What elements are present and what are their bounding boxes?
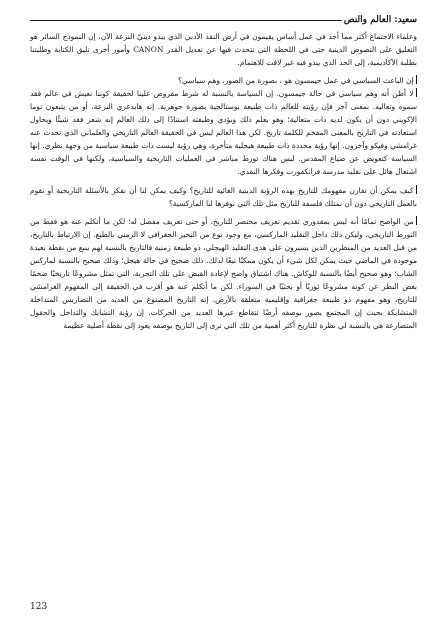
- answer-paragraph: [30, 87, 417, 178]
- running-title: سعيد: العالم والنص: [343, 15, 417, 25]
- running-header: [30, 14, 417, 26]
- answer-text: لا أظن أنه وهم سياسي في حالة جيمسون. إن السياسة بالنسبة له شرط مفروض علينا لحقيقة كوننا نعيش في عالم فقد سموه وتعاليه. بمعنى آخر فإن رؤيته للعالم ذات طبيعة نوستالجية بصورة جوهرية. إنه هايدغري النزعة، أو من يتبعون توما الإكويني دون أن يكون لديه ذات متعالية؛ وهو يعلم ذلك ويؤدي وظيفته استنادًا إلى ذلك العالم إنه شعر فقد شيئًا ويحاول استعادته في التاريخ بالمعنى المفخم للكلمة تاريخ. لكن هذا العالم ليس في الحقيقة العالم التاريخي والعلماني الذي تحدث عنه غرامشي وفيكو وآخرون. إنها رؤية محددة ذات طبيعة هيجلية متأخرة، وهي رؤية ليست ذات طبيعة سياسية من وجهة نظري. إنها السياسة كتعويض عن ضياع المقدس. ليس هناك تورط مباشر في العمليات التاريخية والسياسية، ولكنها في الوقت نفسه اشتغال هائل على تقليد مدرسة فرانكفورت وفكرها النقدي.: [30, 89, 417, 177]
- question-paragraph: [30, 74, 417, 87]
- question-marker: [416, 75, 418, 84]
- answer-marker: [416, 216, 418, 225]
- body-paragraph: وعلماء الاجتماع أكثر مما أجد في عمل أساس يقيمون في أرض النقد الأدبي الذي يبدو دينيّ النزعة الآن، إن النموذج السائر هو التعليق على النصوص الدينية حتى في اللحظة التي تتحدث فيها عن تعديل القدر CANON وأمور أخرى تليق الكتابة وطليتنا بطلبة الأكاديمية، إلى الحد الذي يبدو فيه غير لافت للاهتمام.: [30, 32, 418, 68]
- question-text: إن الباعث السياسي في عمل جيمسون هو ، بصورة من الصور، وهم سياسي؟: [178, 76, 414, 86]
- page-body: [30, 30, 417, 332]
- question-marker: [416, 185, 418, 194]
- answer-marker: [416, 88, 418, 97]
- page-number: 123: [30, 602, 48, 612]
- question-paragraph: [30, 184, 417, 210]
- answer-paragraph: [30, 215, 417, 332]
- question-text: كيف يمكن أن تقارن مفهومك للتاريخ بهذه الرؤية الدينية الغائية للتاريخ؟ وكيف يمكن لنا أن نفكر بالأسئلة التاريخية أو نقوم بالعمل التاريخي دون أن نمتلك فلسفة للتاريخ مثل تلك التي توفرها لنا الماركسية؟: [30, 185, 417, 208]
- answer-text: من الواضح تمامًا أنه ليس بمقدوري تقديم تعريف مختصر للتاريخ، أو حتى تعريف مفصل له؛ لكن ما أتكلم عنه هو فقط من التورط التاريخي، وليكن ذلك داخل التقليد الماركسي، مع وجود نوع من التحيز الجغرافي لا الزمني بالطبع. إن الارتباط بالتاريخ، من قبل العديد من المنظرين الذين يسيرون على هدى التقليد الهيجلي، ذو طبيعة زمنية فالتاريخ بالنسبة لهم ينبع من نقطة بعيدة موجودة في الماضي حيث يمكن لكل شيء أن يكون ممكنًا تبعًا لذلك. ذلك صحيح في حالة هيجل؛ وذلك صحيح بالنسبة لماركس الشاب؛ وهو صحيح أيضًا بالنسبة للوكاش. هناك اشتياق واضح لإعادة القبض على تلك التجربة، التي تمثل مشروعًا تاريخيًا ضخمًا بغض النظر عن كونه مشروعًا ثوريًا أو بحثيًا في السوراء. لكن ما أتكلم عنه هو أقرب في الحقيقة إلى المفهوم الغرامشي للتاريخ، وهو مفهوم ذو طبيعة جغرافية وإقليمية متعلقة بالأرض. إنه التاريخ المصنوع من العديد من التضاريس المتداخلة المتشابكة بحيث إن المجتمع يصور بوصفه أرضًا تتقاطع عبرها العديد من الحركات. إن رؤية التشابك والتداخل والحقول المتصارعة هي بالنسبة لي نظرة للتاريخ أكثر أهمية من تلك التي ترى إلى التاريخ بوصفه يعود إلى نقطة أصلية عظيمة: [30, 216, 417, 330]
- header-rule: [30, 20, 342, 21]
